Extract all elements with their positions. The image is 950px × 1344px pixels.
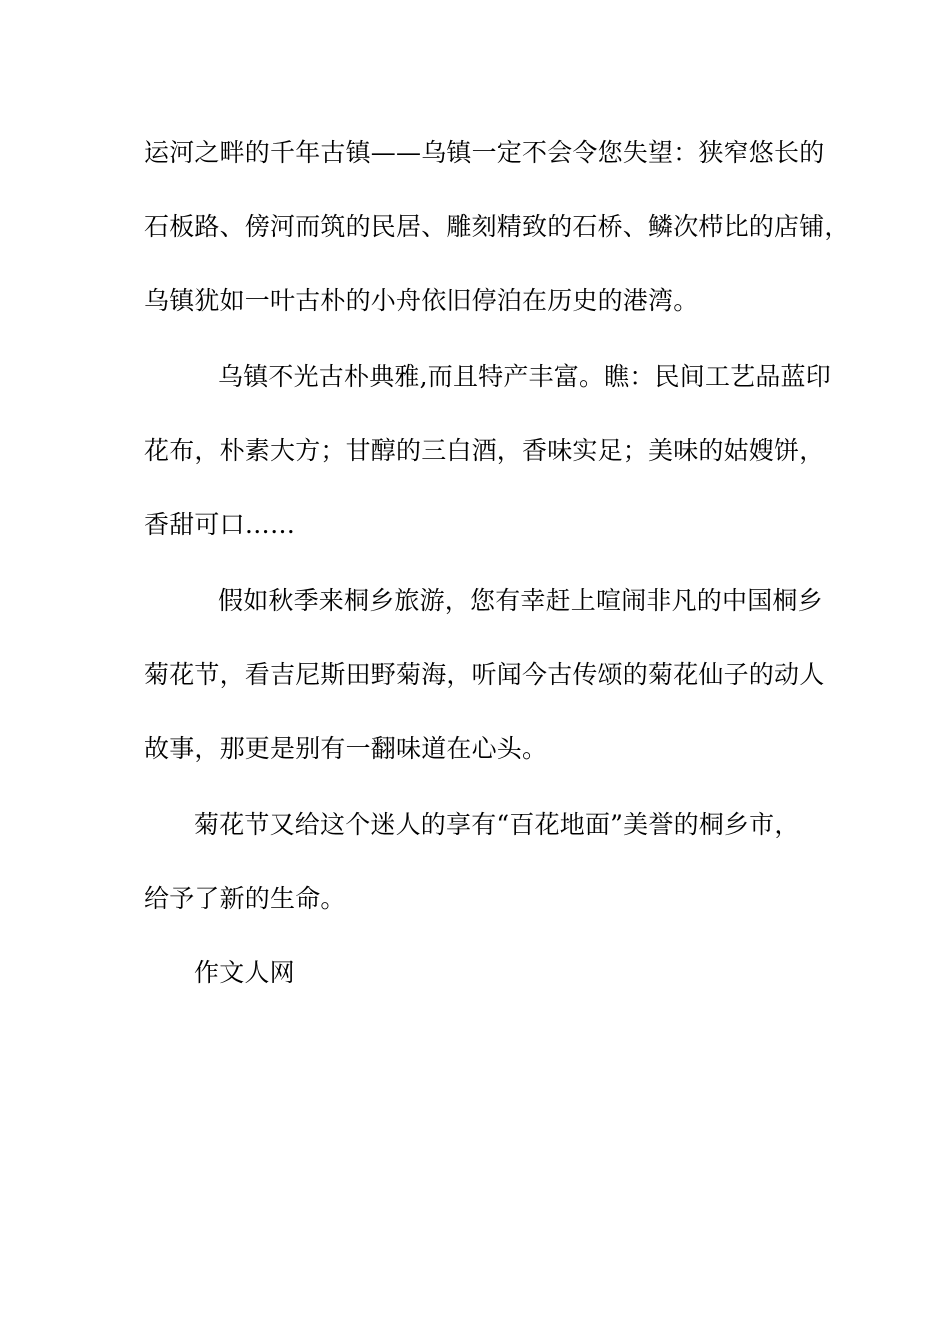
paragraph-line: 故事，那更是别有一翻味道在心头。 [144,734,548,763]
paragraph-line: 菊花节，看吉尼斯田野菊海，听闻今古传颂的菊花仙子的动人 [144,660,825,689]
paragraph-line: 菊花节又给这个迷人的享有“百花地面”美誉的桐乡市， [194,810,800,839]
paragraph-line: 假如秋季来桐乡旅游，您有幸赶上喧闹非凡的中国桐乡 [218,586,823,615]
paragraph-line: 运河之畔的千年古镇——乌镇一定不会令您失望：狭窄悠长的 [144,138,825,167]
paragraph-line: 给予了新的生命。 [144,884,346,913]
source-credit: 作文人网 [194,958,295,987]
paragraph-line: 乌镇犹如一叶古朴的小舟依旧停泊在历史的港湾。 [144,286,699,315]
paragraph-line: 香甜可口…… [144,510,296,539]
paragraph-line: 石板路、傍河而筑的民居、雕刻精致的石桥、鳞次栉比的店铺， [144,212,850,241]
paragraph-line: 花布，朴素大方；甘醇的三白酒，香味实足；美味的姑嫂饼， [144,436,825,465]
paragraph-line: 乌镇不光古朴典雅,而且特产丰富。瞧：民间工艺品蓝印 [218,362,831,391]
